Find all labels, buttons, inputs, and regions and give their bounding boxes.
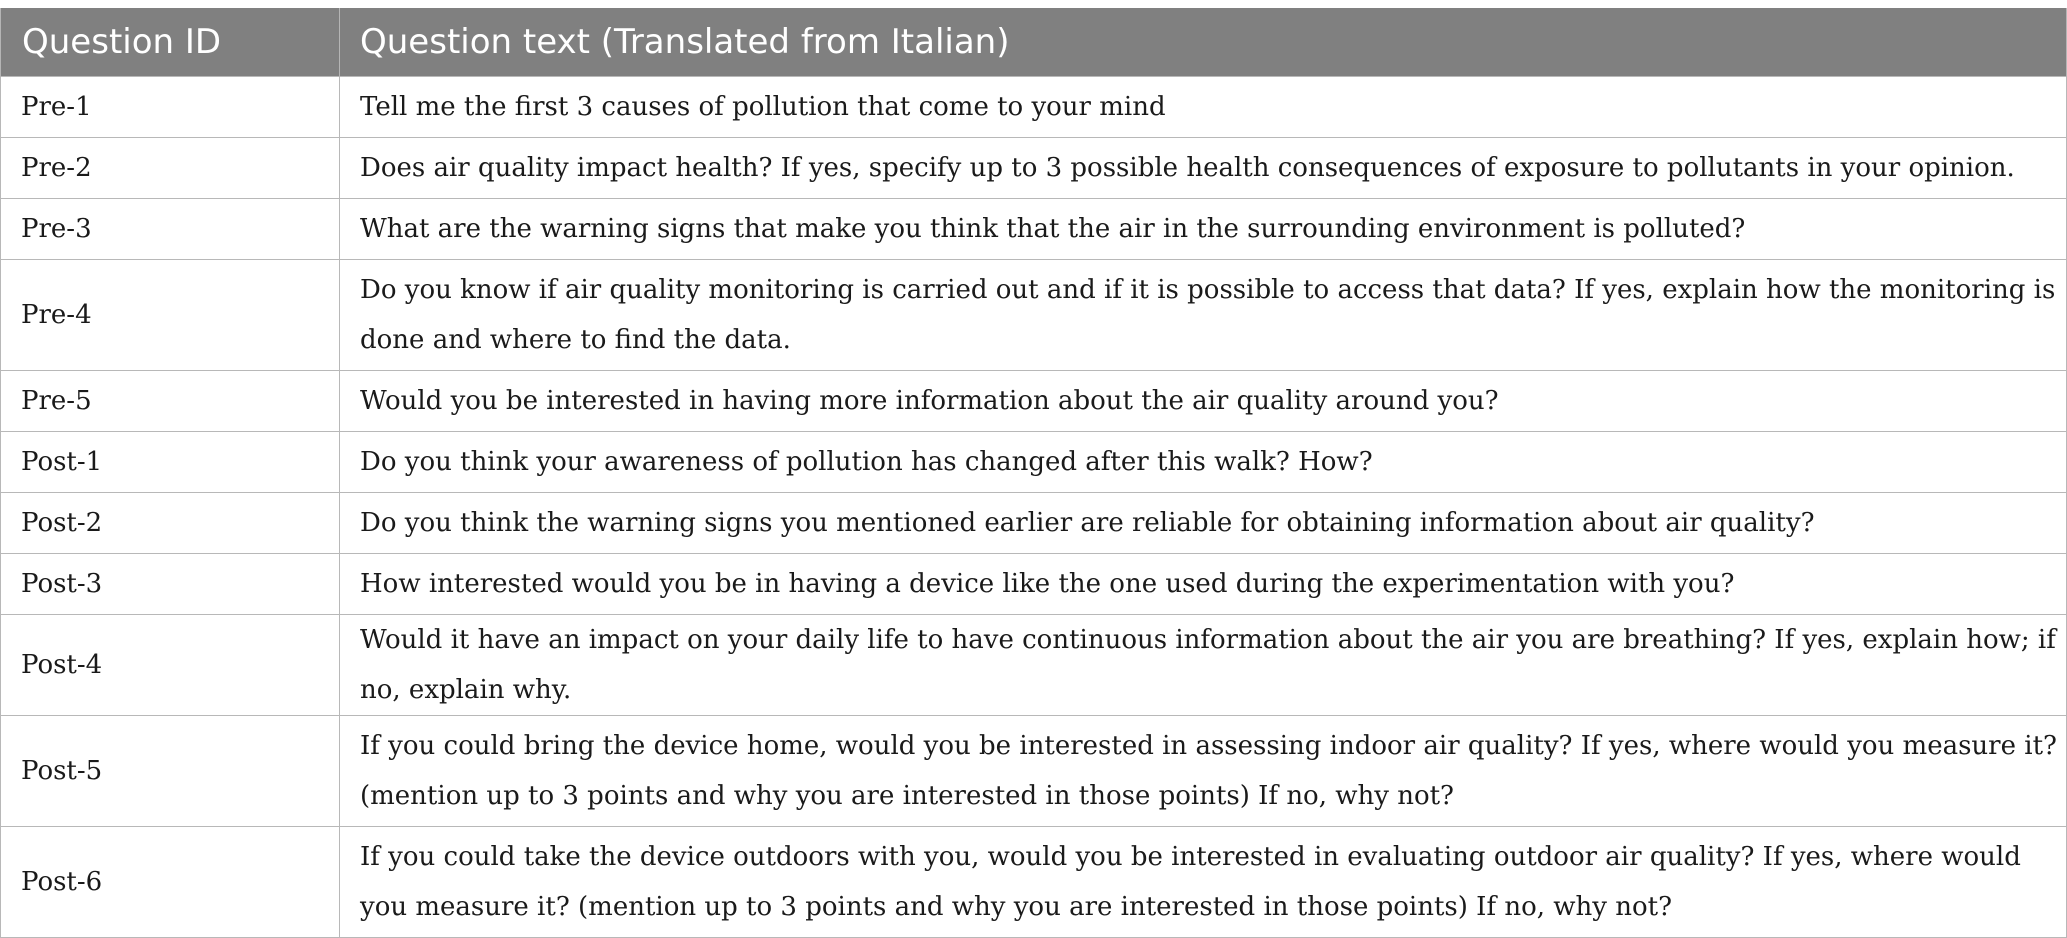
questions-table bbox=[0, 8, 2067, 938]
question-id-cell: Pre-3 bbox=[1, 199, 340, 260]
question-id-cell: Pre-5 bbox=[1, 371, 340, 432]
table-row bbox=[1, 716, 2067, 827]
question-text-cell: What are the warning signs that make you think that the air in the surrounding environment is polluted? bbox=[340, 199, 2067, 260]
question-text-cell: Do you know if air quality monitoring is carried out and if it is possible to access that data? If yes, explain how the monitoring is done and where to find the data. bbox=[340, 260, 2067, 371]
table-body bbox=[1, 77, 2067, 938]
header-question-id: Question ID bbox=[1, 8, 340, 77]
question-text-cell: Would it have an impact on your daily life to have continuous information about the air you are breathing? If yes, explain how; if no, explain why. bbox=[340, 615, 2067, 716]
header-question-text: Question text (Translated from Italian) bbox=[340, 8, 2067, 77]
table-row bbox=[1, 615, 2067, 716]
question-id-cell: Pre-4 bbox=[1, 260, 340, 371]
table-row bbox=[1, 493, 2067, 554]
table-row bbox=[1, 432, 2067, 493]
question-id-cell: Pre-1 bbox=[1, 77, 340, 138]
question-text-cell: Do you think the warning signs you mentioned earlier are reliable for obtaining information about air quality? bbox=[340, 493, 2067, 554]
question-text-cell: If you could bring the device home, would you be interested in assessing indoor air quality? If yes, where would you measure it? (mention up to 3 points and why you are interested in those points) If no, why not? bbox=[340, 716, 2067, 827]
question-text-cell: How interested would you be in having a device like the one used during the experimentation with you? bbox=[340, 554, 2067, 615]
table-row bbox=[1, 554, 2067, 615]
header-row bbox=[1, 8, 2067, 77]
question-text-cell: Would you be interested in having more information about the air quality around you? bbox=[340, 371, 2067, 432]
table-header bbox=[1, 8, 2067, 77]
questions-table-container bbox=[0, 8, 2066, 938]
question-text-cell: If you could take the device outdoors with you, would you be interested in evaluating outdoor air quality? If yes, where would you measure it? (mention up to 3 points and why you are interested in those points) If no, why not? bbox=[340, 827, 2067, 938]
table-row bbox=[1, 77, 2067, 138]
table-row bbox=[1, 260, 2067, 371]
table-row bbox=[1, 138, 2067, 199]
question-id-cell: Post-3 bbox=[1, 554, 340, 615]
question-text-cell: Does air quality impact health? If yes, specify up to 3 possible health consequences of exposure to pollutants in your opinion. bbox=[340, 138, 2067, 199]
table-row bbox=[1, 371, 2067, 432]
question-id-cell: Post-5 bbox=[1, 716, 340, 827]
question-text-cell: Do you think your awareness of pollution has changed after this walk? How? bbox=[340, 432, 2067, 493]
table-row bbox=[1, 199, 2067, 260]
question-id-cell: Post-6 bbox=[1, 827, 340, 938]
question-id-cell: Post-4 bbox=[1, 615, 340, 716]
question-id-cell: Pre-2 bbox=[1, 138, 340, 199]
question-text-cell: Tell me the first 3 causes of pollution that come to your mind bbox=[340, 77, 2067, 138]
question-id-cell: Post-2 bbox=[1, 493, 340, 554]
question-id-cell: Post-1 bbox=[1, 432, 340, 493]
